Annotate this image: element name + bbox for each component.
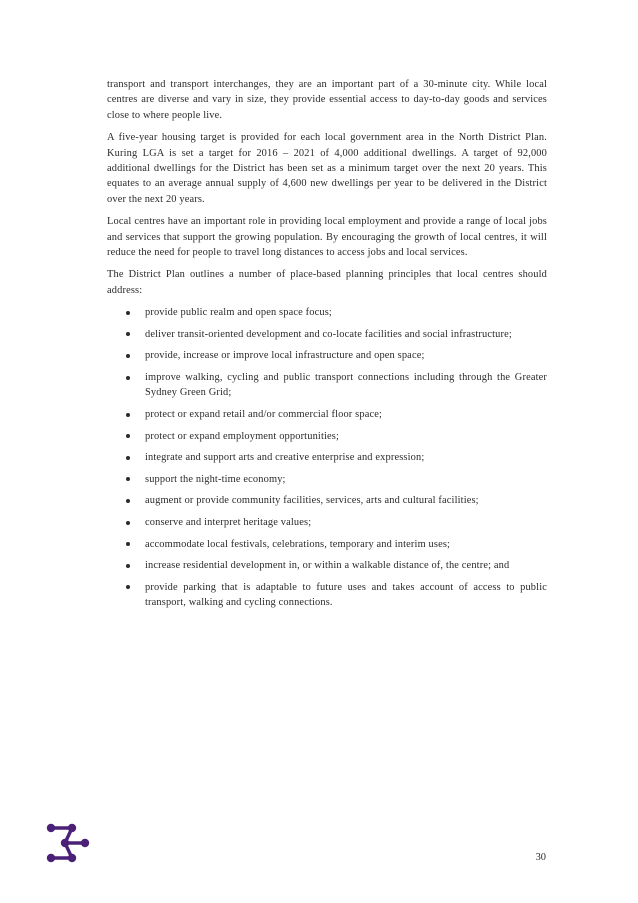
list-item-text: increase residential development in, or within a walkable distance of, the centre; and xyxy=(145,560,510,572)
bullet-icon xyxy=(126,564,130,568)
list-item-text: integrate and support arts and creative enterprise and expression; xyxy=(145,452,425,464)
list-item xyxy=(107,348,547,363)
bullet-icon xyxy=(126,542,130,546)
page-content xyxy=(107,77,547,617)
bullet-icon xyxy=(126,585,130,589)
list-item xyxy=(107,327,547,342)
bullet-icon xyxy=(126,311,130,315)
bullet-icon xyxy=(126,413,130,417)
list-item-text: provide parking that is adaptable to future uses and takes account of access to public transport, walking and cycling connections. xyxy=(145,581,547,609)
list-item xyxy=(107,558,547,573)
planning-principles-list xyxy=(107,305,547,610)
list-item xyxy=(107,305,547,320)
list-item-text: improve walking, cycling and public transport connections including through the Greater Sydney Green Grid; xyxy=(145,372,547,399)
bullet-icon xyxy=(126,354,130,358)
list-item-text: provide public realm and open space focus; xyxy=(145,307,332,319)
bullet-icon xyxy=(126,434,130,438)
list-item-text: provide, increase or improve local infrastructure and open space; xyxy=(145,350,425,362)
list-item xyxy=(107,429,547,444)
list-item-text: augment or provide community facilities, services, arts and cultural facilities; xyxy=(145,495,479,507)
page-number: 30 xyxy=(535,852,546,863)
list-item xyxy=(107,450,547,465)
bullet-icon xyxy=(126,376,130,380)
bullet-icon xyxy=(126,456,130,460)
bullet-icon xyxy=(126,477,130,481)
list-item-text: deliver transit-oriented development and co-locate facilities and social infrastructure; xyxy=(145,328,512,340)
list-item xyxy=(107,370,547,401)
list-item xyxy=(107,493,547,508)
bullet-icon xyxy=(126,499,130,503)
body-paragraph-1: transport and transport interchanges, they are an important part of a 30-minute city. While local centres are diverse and vary in size, they provide essential access to day-to-day goods and services close to where people live. xyxy=(107,79,547,121)
body-paragraph-2: A five-year housing target is provided for each local government area in the North District Plan. Kuring LGA is set a target for 2016 – 2021 of 4,000 additional dwellings. A target of 92,000 additional dwellings for the District has been set as a minimum target over the next 20 years. This equates to an average annual supply of 4,600 new dwellings per year to be delivered in the District over the next 20 years. xyxy=(107,132,547,205)
list-item xyxy=(107,515,547,530)
bullet-icon xyxy=(126,332,130,336)
list-item xyxy=(107,472,547,487)
bullet-icon xyxy=(126,521,130,525)
list-item-text: protect or expand employment opportunities; xyxy=(145,430,340,442)
body-paragraph-4: The District Plan outlines a number of place-based planning principles that local centres should address: xyxy=(107,269,547,296)
list-item-text: support the night-time economy; xyxy=(145,473,286,485)
list-item-text: accommodate local festivals, celebrations, temporary and interim uses; xyxy=(145,538,451,550)
list-item xyxy=(107,537,547,552)
list-item xyxy=(107,580,547,611)
list-item-text: conserve and interpret heritage values; xyxy=(145,517,312,529)
connected-dots-logo-icon xyxy=(45,823,91,863)
body-paragraph-3: Local centres have an important role in providing local employment and provide a range of local jobs and services that support the growing population. By encouraging the growth of local centres, it will reduce the need for people to travel long distances to access jobs and local services. xyxy=(107,216,547,259)
list-item xyxy=(107,407,547,422)
logo-graphic xyxy=(45,823,91,863)
list-item-text: protect or expand retail and/or commercial floor space; xyxy=(145,409,383,421)
